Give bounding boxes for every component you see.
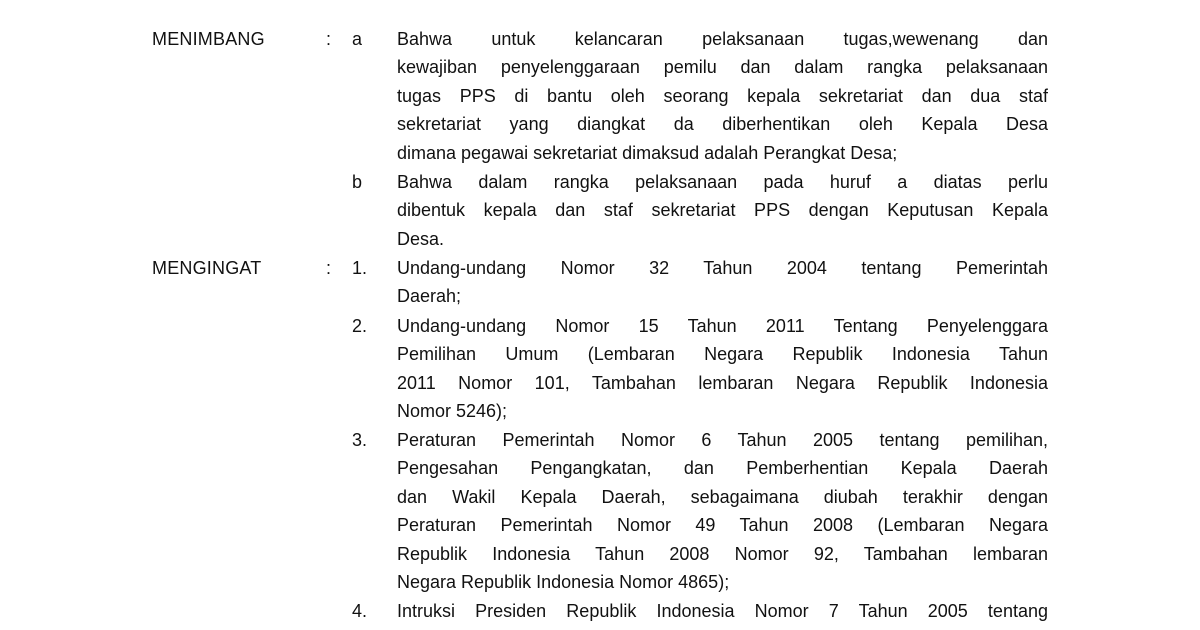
clause-paragraph [397, 597, 1048, 625]
text-line: dan Wakil Kepala Daerah, sebagaimana diubah terakhir dengan [397, 486, 1048, 507]
text-line: Daerah; [397, 286, 462, 307]
section-colon: : [326, 258, 332, 278]
text-line: Desa. [397, 228, 445, 249]
section-colon: : [326, 29, 332, 49]
text-line: Nomor 5246); [397, 401, 508, 422]
item-marker: 2. [352, 316, 368, 336]
item-marker: b [352, 172, 363, 192]
text-line: Peraturan Pemerintah Nomor 49 Tahun 2008 (Lembaran Negara [397, 515, 1048, 536]
clause-paragraph [397, 254, 1048, 311]
text-line: Undang-undang Nomor 32 Tahun 2004 tentang Pemerintah [397, 258, 1048, 278]
clause-paragraph [397, 426, 1048, 596]
item-marker: 3. [352, 430, 368, 450]
text-line: sekretariat yang diangkat da diberhentikan oleh Kepala Desa [397, 114, 1048, 135]
text-line: kewajiban penyelenggaraan pemilu dan dalam rangka pelaksanaan [397, 57, 1048, 78]
text-line: Undang-undang Nomor 15 Tahun 2011 Tentang Penyelenggara [397, 316, 1048, 336]
text-line: Negara Republik Indonesia Nomor 4865); [397, 572, 730, 593]
text-line: Intruksi Presiden Republik Indonesia Nomor 7 Tahun 2005 tentang [397, 601, 1048, 621]
text-line: Pemilihan Umum (Lembaran Negara Republik Indonesia Tahun [397, 344, 1048, 365]
item-marker: a [352, 29, 363, 49]
section-label-mengingat: MENGINGAT [152, 258, 262, 278]
section-label-menimbang: MENIMBANG [152, 29, 265, 49]
text-line: 2011 Nomor 101, Tambahan lembaran Negara Republik Indonesia [397, 372, 1048, 393]
item-marker: 1. [352, 258, 368, 278]
text-line: Bahwa untuk kelancaran pelaksanaan tugas,wewenang dan [397, 29, 1048, 49]
clause-paragraph [397, 25, 1048, 167]
text-line: tugas PPS di bantu oleh seorang kepala sekretariat dan dua staf [397, 85, 1048, 106]
text-line: Republik Indonesia Tahun 2008 Nomor 92, Tambahan lembaran [397, 543, 1048, 564]
text-line: Peraturan Pemerintah Nomor 6 Tahun 2005 tentang pemilihan, [397, 430, 1048, 450]
text-line: dimana pegawai sekretariat dimaksud adalah Perangkat Desa; [397, 142, 898, 163]
text-line: Bahwa dalam rangka pelaksanaan pada huruf a diatas perlu [397, 172, 1048, 192]
clause-paragraph [397, 312, 1048, 426]
item-marker: 4. [352, 601, 368, 621]
text-line: Pengesahan Pengangkatan, dan Pemberhentian Kepala Daerah [397, 458, 1048, 479]
clause-paragraph [397, 168, 1048, 253]
text-line: dibentuk kepala dan staf sekretariat PPS dengan Keputusan Kepala [397, 200, 1048, 221]
